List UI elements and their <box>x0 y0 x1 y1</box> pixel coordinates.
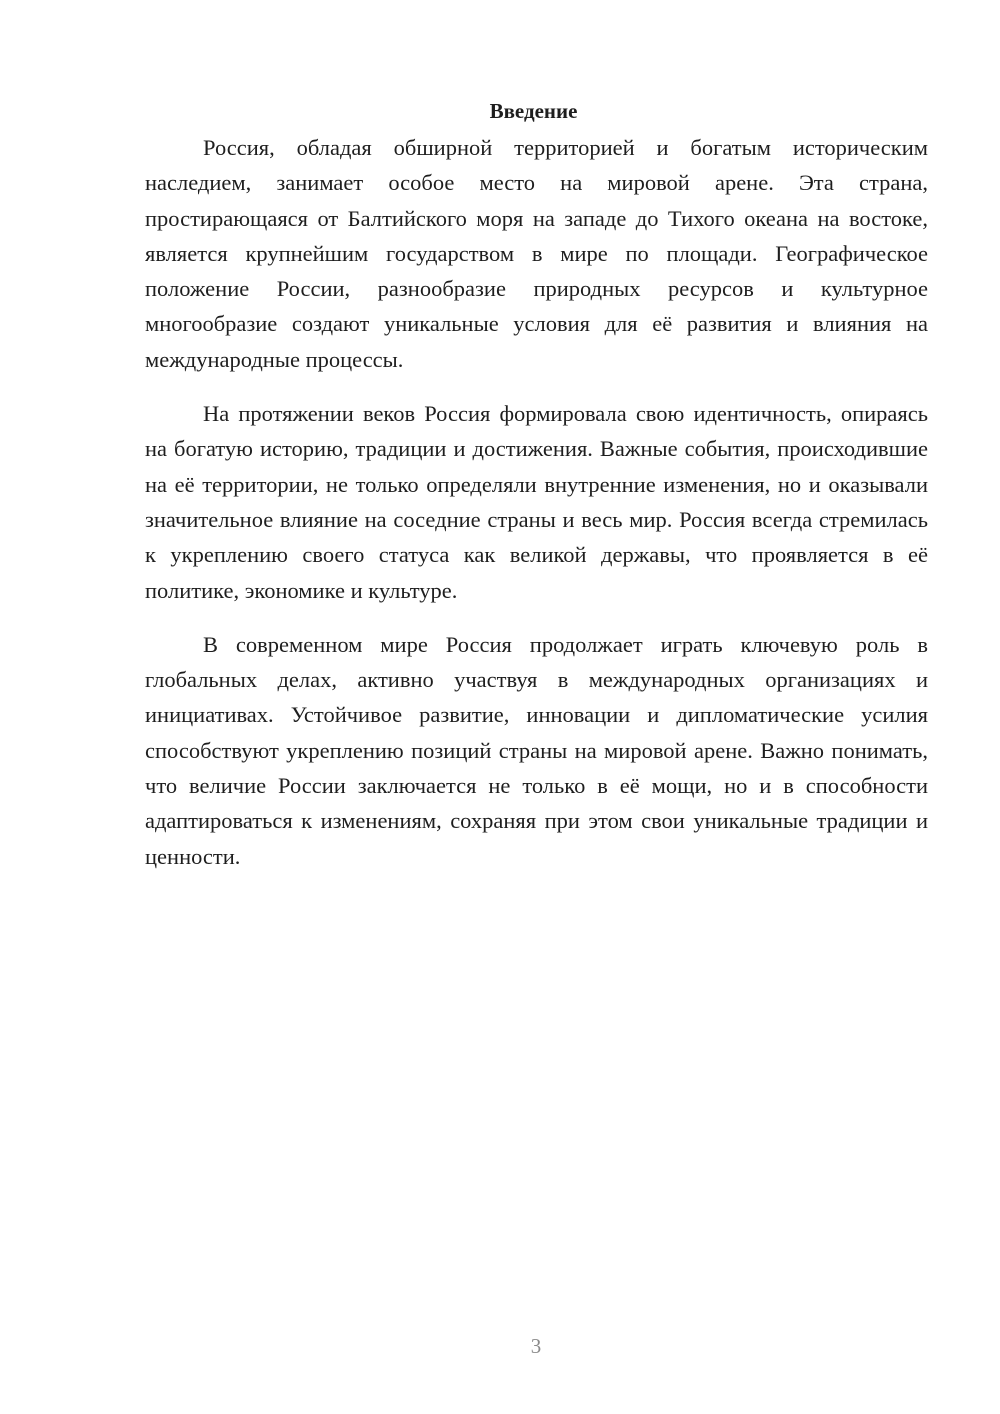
section-heading: Введение <box>489 99 578 123</box>
paragraph-1: Россия, обладая обширной территорией и богатым историческим наследием, занимает особое место на мировой арене. Эта страна, простирающаяся от Балтийского моря на западе до Тихого океана на востоке, является крупнейшим государством в мире по площади. Географическое положение России, разнообразие природных ресурсов и культурное многообразие создают уникальные условия для её развития и влияния на международные процессы. <box>145 135 928 372</box>
page-number: 3 <box>530 1334 542 1358</box>
paragraph-2: На протяжении веков Россия формировала свою идентичность, опираясь на богатую историю, традиции и достижения. Важные события, происходившие на её территории, не только определяли внутренние изменения, но и оказывали значительное влияние на соседние страны и весь мир. Россия всегда стремилась к укреплению своего статуса как великой державы, что проявляется в её политике, экономике и культуре. <box>145 401 928 603</box>
page-content <box>145 96 928 893</box>
paragraph-3: В современном мире Россия продолжает играть ключевую роль в глобальных делах, активно участвуя в международных организациях и инициативах. Устойчивое развитие, инновации и дипломатические усилия способствуют укреплению позиций страны на мировой арене. Важно понимать, что величие России заключается не только в её мощи, но и в способности адаптироваться к изменениям, сохраняя при этом свои уникальные традиции и ценности. <box>145 631 928 869</box>
